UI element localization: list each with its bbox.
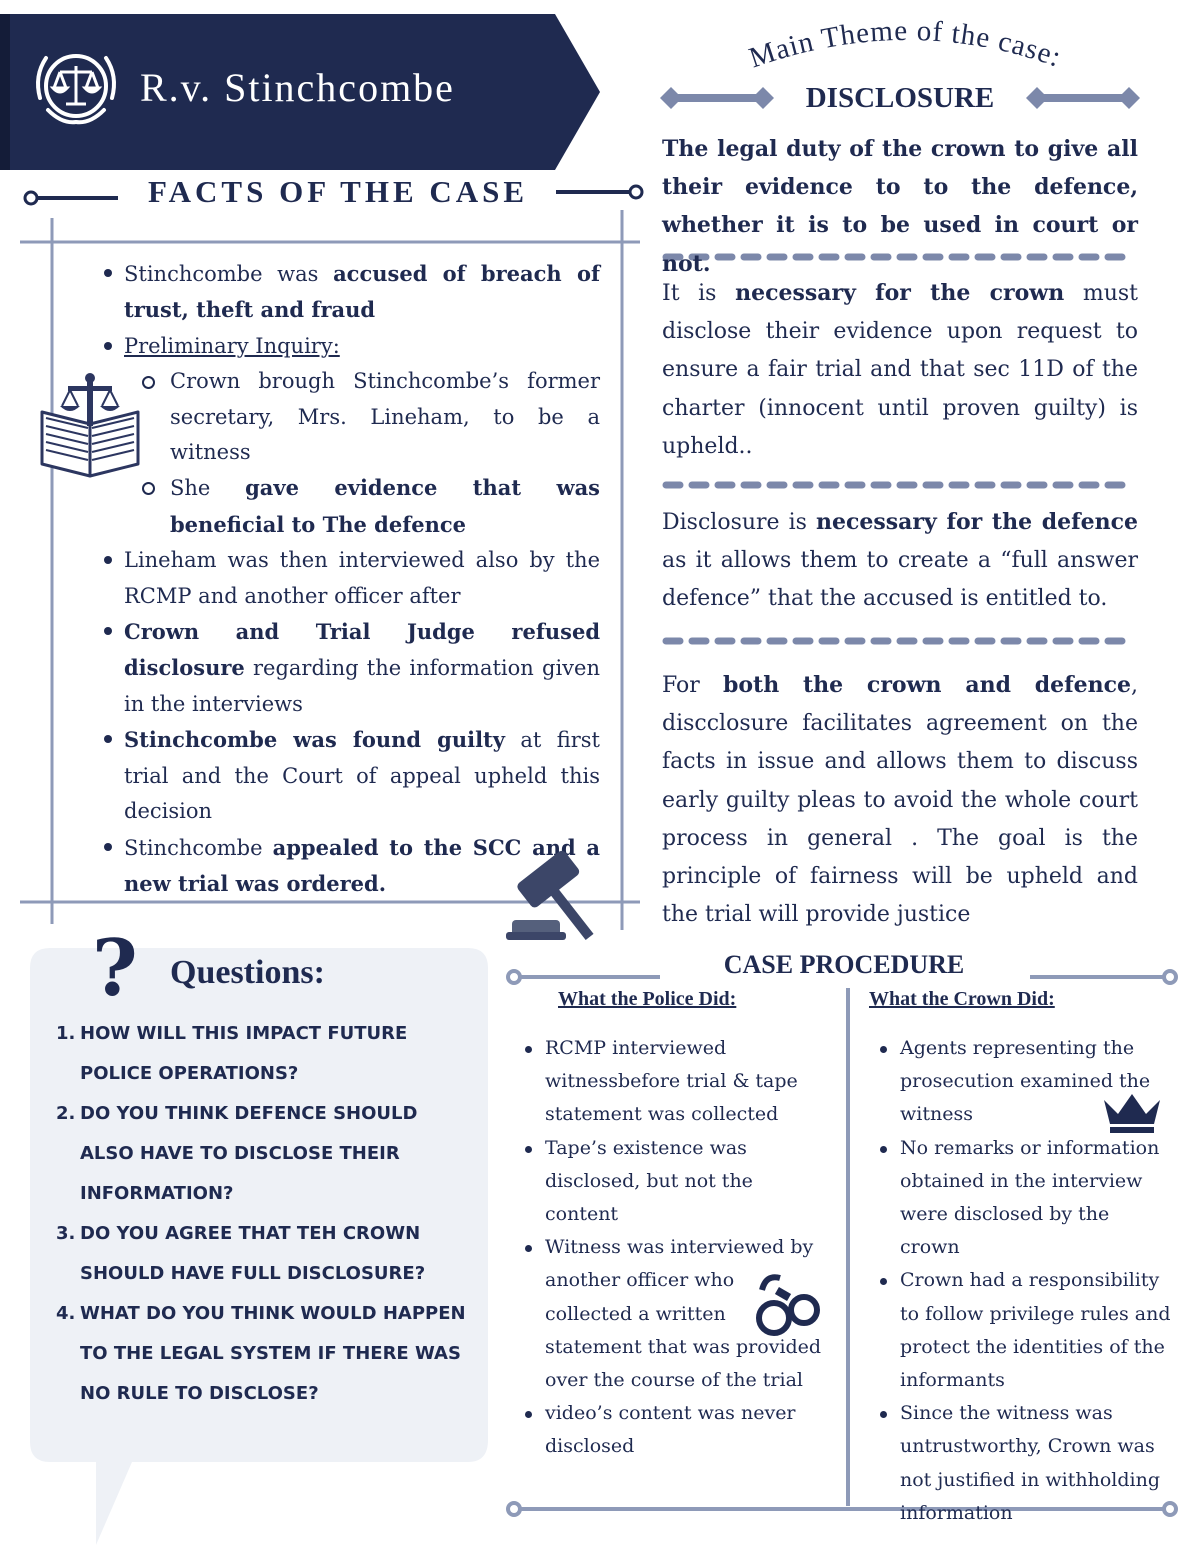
svg-text:Main Theme of the case: <box>745 15 1066 74</box>
list-item: Crown had a responsibility to follow privilege rules and protect the identities of the informants <box>874 1264 1174 1397</box>
list-item: She gave evidence that was beneficial to The defence <box>170 470 600 543</box>
disclosure-heading: DISCLOSURE <box>805 82 995 114</box>
list-item: Agents representing the prosecution examined the witness <box>874 1032 1174 1132</box>
list-item: No remarks or information obtained in the interview were disclosed by the crown <box>874 1132 1174 1265</box>
main-theme-label: Main Theme of the case: <box>745 14 1066 75</box>
list-item: Since the witness was untrustworthy, Crown was not justified in withholding information <box>874 1397 1174 1530</box>
list-item: Witness was interviewed by another officer who collected a written statement that was provided over the course of the trial <box>519 1231 827 1397</box>
question-item: 4. WHAT DO YOU THINK WOULD HAPPEN TO THE LEGAL SYSTEM IF THERE WAS NO RULE TO DISCLOSE? <box>56 1303 466 1404</box>
crown-icon <box>1100 1090 1164 1134</box>
gavel-icon <box>502 850 626 942</box>
question-item: 1. HOW WILL THIS IMPACT FUTURE POLICE OPERATIONS? <box>56 1023 408 1084</box>
crown-necessity-paragraph: It is necessary for the crown must disclose their evidence upon request to ensure a fair trial and that sec 11D of the charter (innocent until proven guilty) is upheld.. <box>662 280 1138 459</box>
preliminary-inquiry-label: Preliminary Inquiry: <box>124 333 340 358</box>
disclosure-definition: The legal duty of the crown to give all their evidence to to the defence, whether it is to be used in court or not. <box>662 136 1138 277</box>
list-item: Stinchcombe appealed to the SCC and a new trial was ordered. <box>98 830 600 903</box>
list-item: Crown brough Stinchcombe’s former secretary, Mrs. Lineham, to be a witness <box>170 364 600 470</box>
list-item: Crown and Trial Judge refused disclosure regarding the information given in the interviews <box>98 614 600 722</box>
facts-list <box>98 256 600 902</box>
svg-text:?: ? <box>92 923 138 1014</box>
questions-heading: Questions: <box>170 954 325 991</box>
facts-heading: FACTS OF THE CASE <box>148 174 529 209</box>
list-item: video’s content was never disclosed <box>519 1397 827 1463</box>
list-item: Lineham was then interviewed also by the RCMP and another officer after <box>98 543 600 614</box>
both-parties-paragraph: For both the crown and defence, discclosure facilitates agreement on the facts in issue and allows them to discuss early guilty pleas to avoid the whole court process in general . The goal is the principle of fairness will be upheld and the trial will provide justice <box>662 672 1138 928</box>
list-item: Tape’s existence was disclosed, but not the content <box>519 1132 827 1232</box>
scales-emblem-icon <box>28 38 124 134</box>
page-title: R.v. Stinchcombe <box>140 65 455 110</box>
list-item: Stinchcombe was found guilty at first trial and the Court of appeal upheld this decision <box>98 722 600 829</box>
crown-column-heading: What the Crown Did: <box>869 988 1055 1010</box>
defence-necessity-paragraph: Disclosure is necessary for the defence as it allows them to create a “full answer defence” that the accused is entitled to. <box>662 509 1139 612</box>
question-item: 2. DO YOU THINK DEFENCE SHOULD ALSO HAVE TO DISCLOSE THEIR INFORMATION? <box>56 1103 418 1204</box>
police-column-heading: What the Police Did: <box>558 988 737 1010</box>
question-item: 3. DO YOU AGREE THAT TEH CROWN SHOULD HAVE FULL DISCLOSURE? <box>56 1223 426 1284</box>
sub-list <box>170 364 600 543</box>
police-actions-list <box>519 1032 827 1464</box>
case-procedure-heading: CASE PROCEDURE <box>723 950 965 979</box>
handcuffs-icon <box>752 1270 824 1340</box>
list-item: Stinchcombe was accused of breach of trust, theft and fraud <box>98 256 600 329</box>
list-item: RCMP interviewed witnessbefore trial & tape statement was collected <box>519 1032 827 1132</box>
questions-list <box>56 1014 476 1414</box>
list-item <box>98 329 600 543</box>
